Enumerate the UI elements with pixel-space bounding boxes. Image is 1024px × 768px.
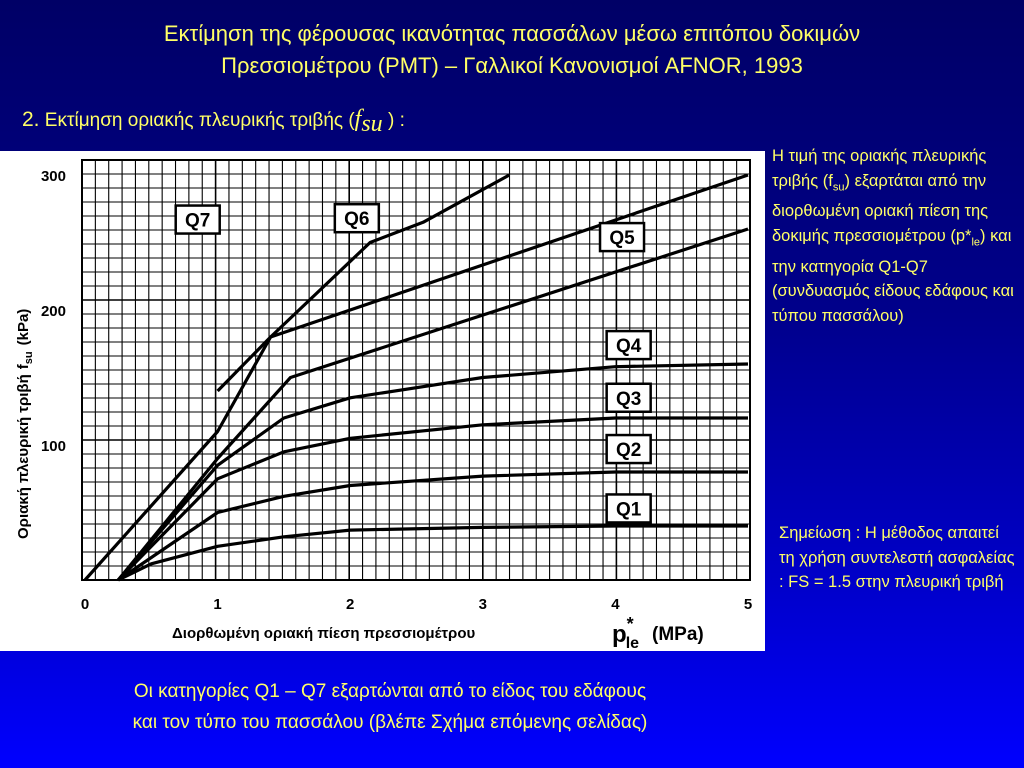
series-label-q7 [176, 206, 220, 234]
series-label-text: Q4 [615, 336, 642, 358]
chart-svg [0, 151, 765, 651]
x-tick-label: 5 [743, 596, 753, 613]
note-sub2: le [971, 236, 981, 249]
series-label-text: Q6 [344, 209, 370, 231]
y-tick-label: 300 [40, 168, 66, 185]
series-label-text: Q3 [615, 388, 642, 410]
note-part3: ) και την κατηγορία Q1-Q7 (συνδυασμός είδους εδάφους και τύπου πασσάλου) [772, 226, 1014, 325]
series-label-q1 [607, 494, 651, 522]
series-line-q1 [118, 526, 748, 580]
slide-title-line1: Εκτίμηση της φέρουσας ικανότητας πασσάλων μέσω επιτόπου δοκιμών [163, 21, 861, 46]
subtitle-text: Εκτίμηση οριακής πλευρικής τριβής ( [44, 110, 355, 131]
x-tick-label: 4 [611, 596, 620, 613]
y-tick-label: 100 [40, 438, 66, 455]
note-part1: Η τιμή της οριακής πλευρικής τριβής (f [772, 147, 987, 190]
series-label-text: Q1 [615, 499, 642, 521]
series-label-q4 [607, 331, 651, 359]
x-tick-label: 0 [80, 596, 90, 613]
subtitle-symbol: f [354, 106, 362, 132]
safety-factor-remark: Σημείωση : Η μέθοδος απαιτεί τη χρήση συντελεστή ασφαλείας : FS = 1.5 στην πλευρική τριβή [779, 524, 1015, 591]
series-label-text: Q5 [609, 228, 635, 250]
note-part2: ) εξαρτάται από την διορθωμένη οριακή πίεση της δοκιμής πρεσσιομέτρου (p* [772, 171, 989, 245]
y-axis-symbol: f [15, 364, 32, 370]
note-sub1: su [832, 180, 845, 193]
y-axis-unit: (kPa) [15, 308, 32, 346]
y-axis-label [15, 309, 35, 539]
y-axis-symbol-sub: su [23, 351, 35, 365]
subtitle-end: ) : [387, 110, 405, 131]
slide-title-line2: Πρεσσιομέτρου (PMT) – Γαλλικοί Κανονισμοί AFNOR, 1993 [221, 53, 803, 78]
bottom-caption-line2: και τον τύπο του πασσάλου (βλέπε Σχήμα επόμενης σελίδας) [132, 712, 648, 733]
x-axis-symbol-sup: * [626, 614, 634, 634]
x-axis-symbol [612, 614, 639, 651]
x-tick-label: 1 [213, 596, 222, 613]
x-axis-symbol-p: p [612, 621, 627, 648]
y-tick-label: 200 [40, 303, 66, 320]
series-label-q2 [607, 435, 651, 463]
series-label-q5 [600, 223, 644, 251]
subtitle-symbol-sub: su [361, 110, 383, 137]
x-axis-label: Διορθωμένη οριακή πίεση πρεσσιομέτρου [172, 625, 476, 642]
x-tick-label: 3 [478, 596, 487, 613]
bottom-caption [0, 676, 780, 738]
subtitle-number: 2. [22, 108, 40, 131]
section-subtitle [22, 106, 405, 138]
x-axis-unit: (MPa) [652, 624, 704, 645]
x-tick-label: 2 [346, 596, 355, 613]
series-line-q3 [118, 418, 748, 580]
bottom-caption-line1: Οι κατηγορίες Q1 – Q7 εξαρτώνται από το είδος του εδάφους [133, 681, 647, 702]
x-axis-symbol-sub: le [625, 635, 640, 651]
slide-title [0, 18, 1024, 82]
series-label-q3 [607, 384, 651, 412]
series-label-text: Q2 [615, 440, 642, 462]
y-axis-label-text: Οριακή πλευρική τριβή [15, 374, 32, 539]
explanation-note [772, 144, 1017, 328]
series-label-text: Q7 [185, 210, 211, 232]
chart-panel [0, 151, 765, 651]
series-label-q6 [335, 204, 379, 232]
